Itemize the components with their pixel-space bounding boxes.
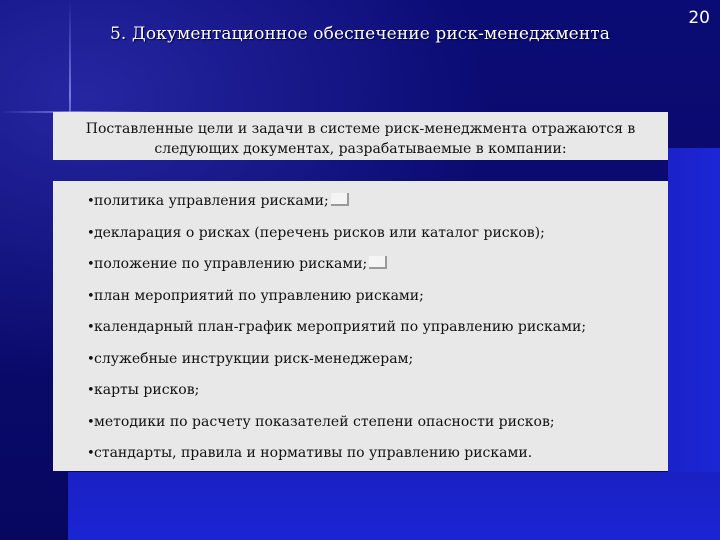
bullet-icon: • xyxy=(87,288,95,304)
list-item-label: план мероприятий по управлению рисками; xyxy=(94,287,424,304)
list-item xyxy=(87,407,658,439)
intro-text: Поставленные цели и задачи в системе риск-менеджмента отражаются в следующих документах, разрабатываемые в компании: xyxy=(85,121,636,157)
list-item-label: методики по расчету показателей степени опасности рисков; xyxy=(94,413,555,430)
bullet-icon: • xyxy=(87,414,95,430)
bullet-icon: • xyxy=(87,194,95,209)
decorative-panel-bottom xyxy=(68,472,720,540)
list-item-label: стандарты, правила и нормативы по управлению рисками. xyxy=(94,445,533,461)
intro-text-box xyxy=(53,112,668,160)
documents-list xyxy=(87,186,658,470)
list-item xyxy=(87,281,658,313)
list-item-label: политика управления рисками; xyxy=(94,193,329,209)
list-item-label: карты рисков; xyxy=(94,382,200,398)
list-item-label: декларация о рисках (перечень рисков или каталог рисков); xyxy=(94,224,545,241)
bullet-icon: • xyxy=(87,351,95,367)
list-item xyxy=(87,344,658,376)
list-item-label: положение по управлению рисками; xyxy=(94,256,368,272)
list-item xyxy=(87,438,658,470)
list-item xyxy=(87,375,658,407)
link-marker-icon[interactable] xyxy=(369,256,387,269)
list-item-label: календарный план-график мероприятий по управлению рисками; xyxy=(94,319,587,335)
slide-title: 5. Документационное обеспечение риск-менеджмента xyxy=(109,24,611,44)
bullet-icon: • xyxy=(87,383,95,398)
link-marker-icon[interactable] xyxy=(331,193,349,206)
list-item-label: служебные инструкции риск-менеджерам; xyxy=(94,350,414,367)
documents-list-box xyxy=(53,181,668,471)
list-item xyxy=(87,186,658,218)
list-item xyxy=(87,218,658,250)
bullet-icon: • xyxy=(87,446,95,461)
bullet-icon: • xyxy=(87,225,95,241)
list-item xyxy=(87,312,658,344)
list-item xyxy=(87,249,658,281)
bullet-icon: • xyxy=(87,320,95,335)
bullet-icon: • xyxy=(87,257,95,272)
page-number: 20 xyxy=(688,8,710,28)
